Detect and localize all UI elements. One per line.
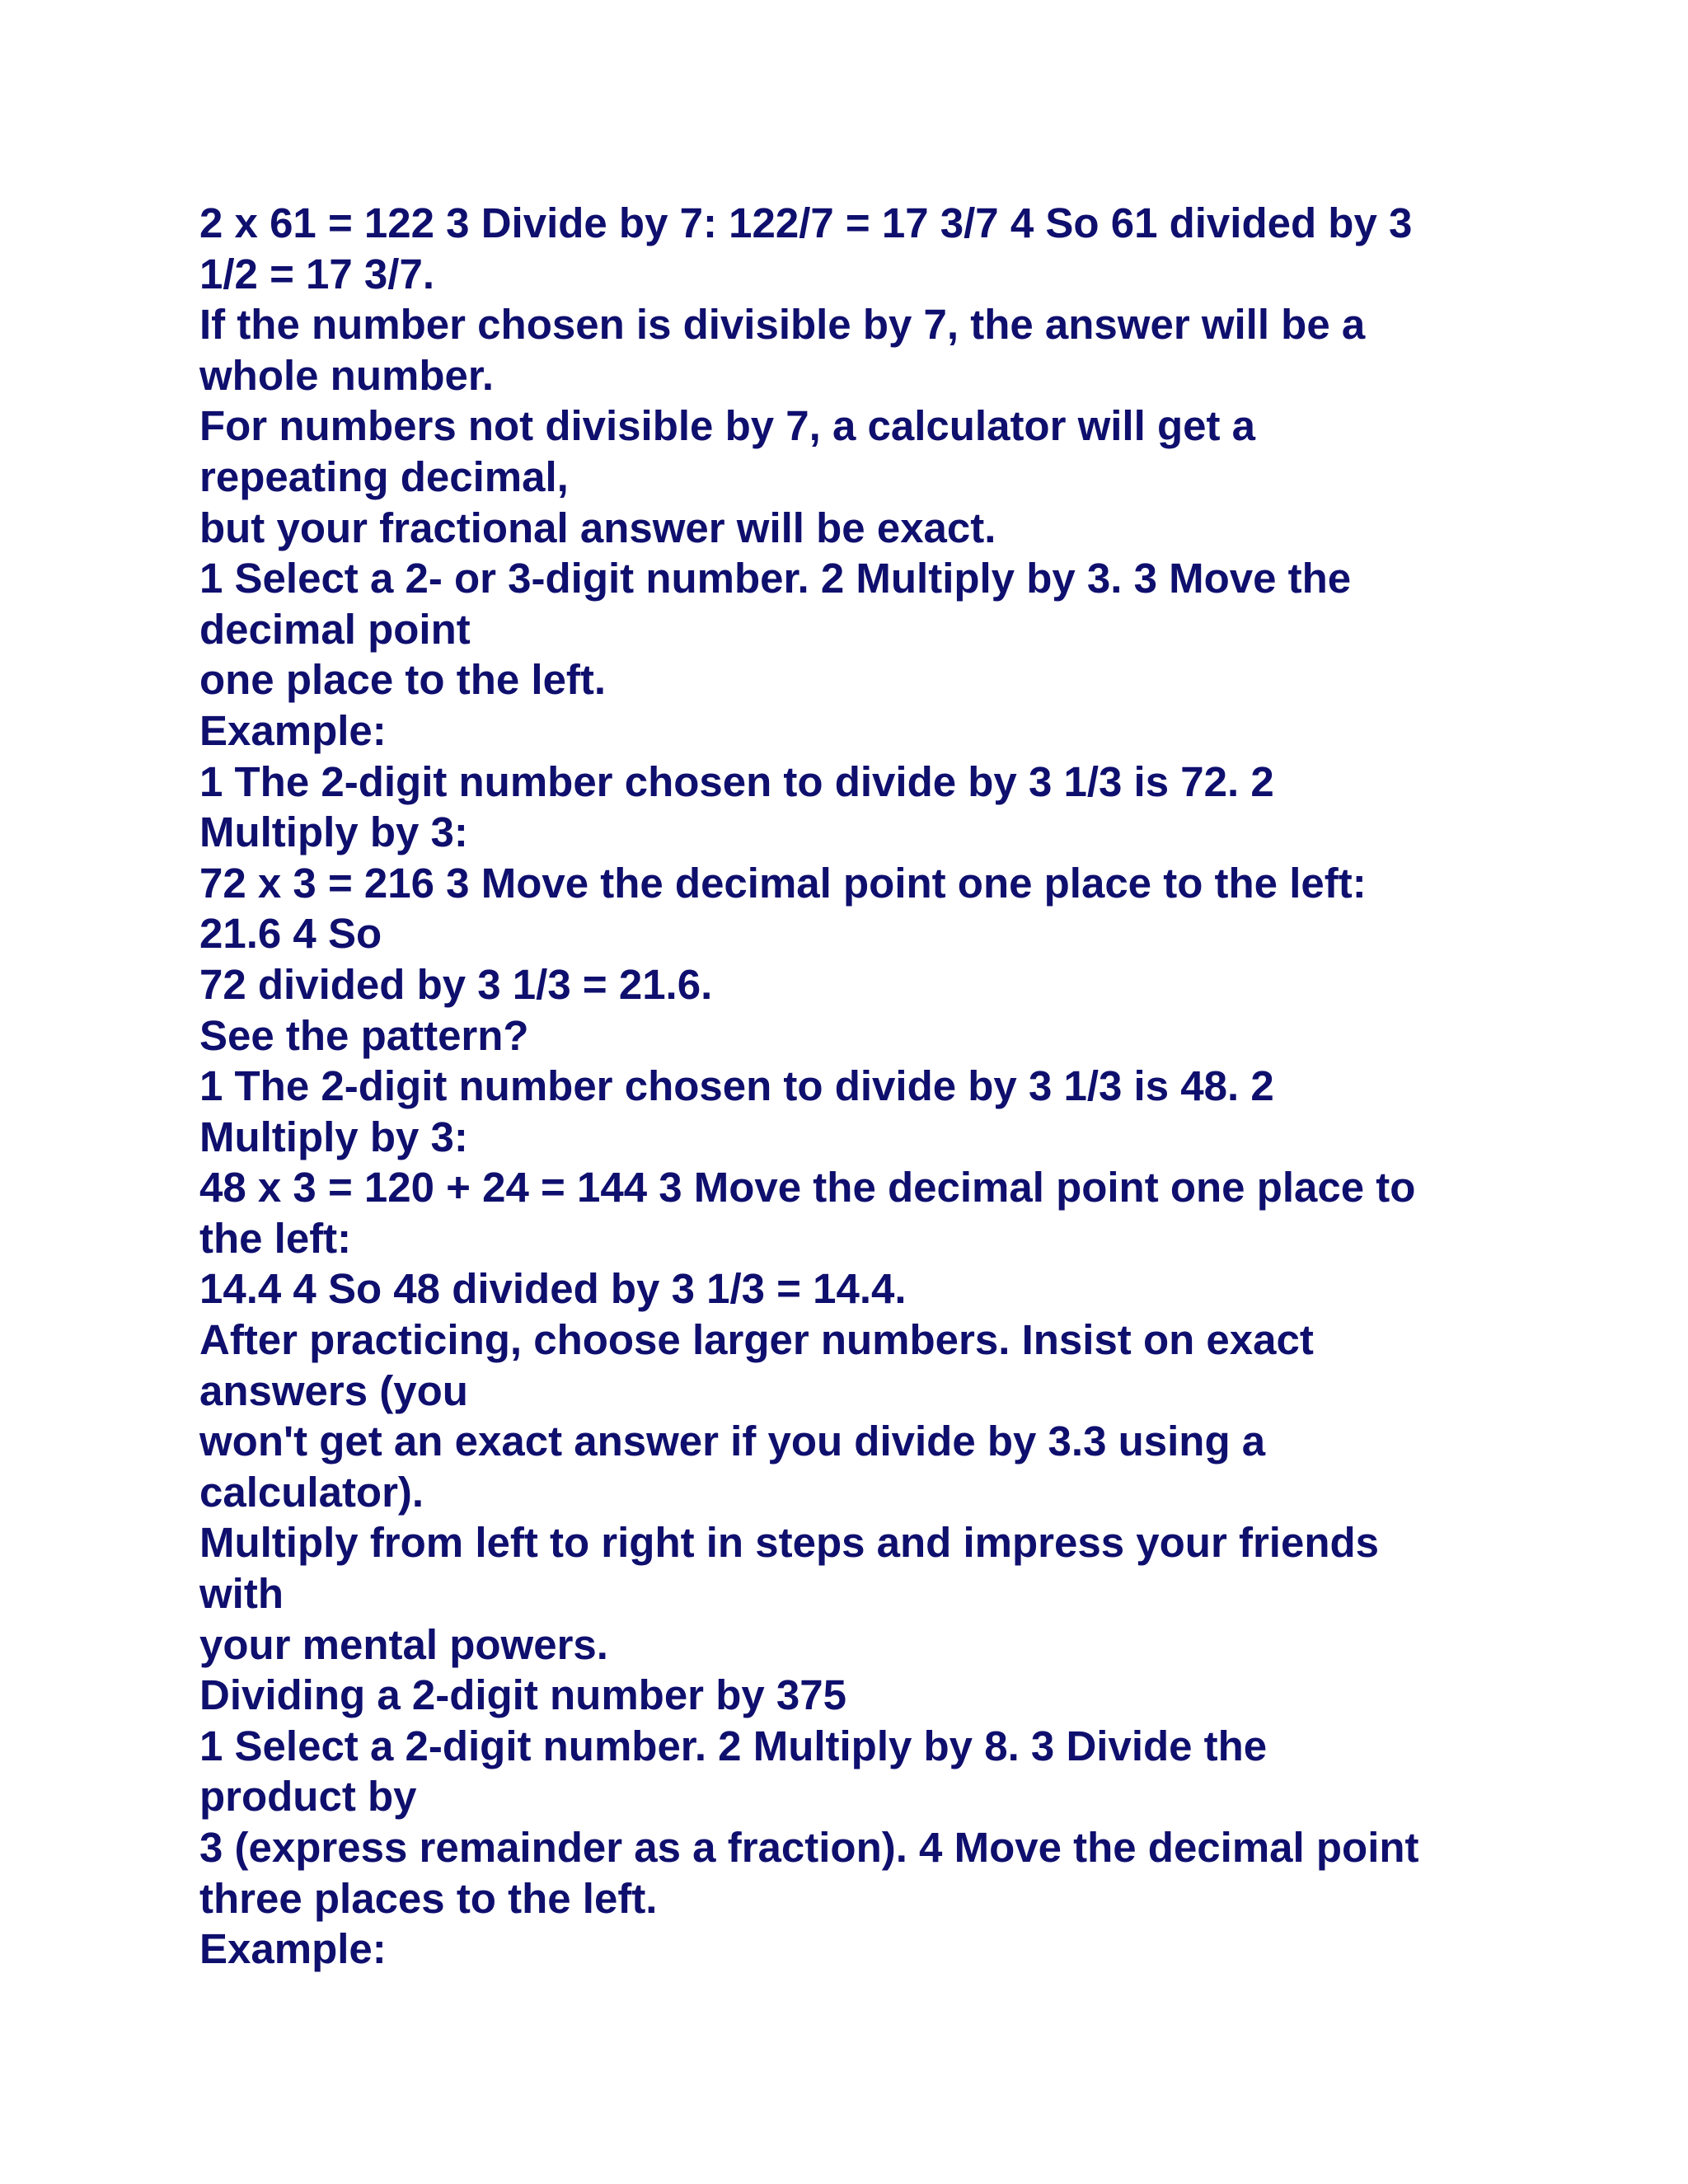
text-line: three places to the left. <box>199 1874 658 1922</box>
text-line: calculator). <box>199 1468 424 1516</box>
example-heading: Example: <box>199 1925 387 1973</box>
document-text <box>199 198 1535 1975</box>
text-line: 14.4 4 So 48 divided by 3 1/3 = 14.4. <box>199 1265 907 1313</box>
text-line: 1/2 = 17 3/7. <box>199 250 434 298</box>
text-line: but your fractional answer will be exact. <box>199 504 996 551</box>
text-line: whole number. <box>199 351 495 399</box>
text-line: For numbers not divisible by 7, a calculator will get a <box>199 402 1255 450</box>
text-line: with <box>199 1570 284 1618</box>
text-line: If the number chosen is divisible by 7, the answer will be a <box>199 301 1366 349</box>
text-line: 1 Select a 2-digit number. 2 Multiply by 8. 3 Divide the <box>199 1722 1268 1769</box>
text-line: one place to the left. <box>199 656 607 704</box>
section-heading: Dividing a 2-digit number by 375 <box>199 1671 846 1719</box>
text-line: Multiply by 3: <box>199 808 468 856</box>
text-line: See the pattern? <box>199 1011 529 1059</box>
text-line: 1 The 2-digit number chosen to divide by 3 1/3 is 72. 2 <box>199 757 1274 805</box>
text-line: 48 x 3 = 120 + 24 = 144 3 Move the decimal point one place to <box>199 1164 1416 1212</box>
text-line: Multiply from left to right in steps and impress your friends <box>199 1519 1379 1567</box>
text-line: answers (you <box>199 1366 468 1414</box>
text-line: 1 Select a 2- or 3-digit number. 2 Multiply by 3. 3 Move the <box>199 555 1352 602</box>
text-line: repeating decimal, <box>199 452 569 500</box>
text-line: the left: <box>199 1214 352 1262</box>
text-line: 72 divided by 3 1/3 = 21.6. <box>199 960 713 1008</box>
text-line: 3 (express remainder as a fraction). 4 Move the decimal point <box>199 1824 1419 1871</box>
text-line: 21.6 4 So <box>199 910 382 958</box>
text-line: Multiply by 3: <box>199 1113 468 1160</box>
text-line: After practicing, choose larger numbers. Insist on exact <box>199 1316 1314 1364</box>
text-line: 72 x 3 = 216 3 Move the decimal point one place to the left: <box>199 859 1367 907</box>
text-line: your mental powers. <box>199 1620 608 1668</box>
text-line: decimal point <box>199 605 471 653</box>
text-line: product by <box>199 1773 417 1821</box>
text-line: 2 x 61 = 122 3 Divide by 7: 122/7 = 17 3/7 4 So 61 divided by 3 <box>199 199 1413 246</box>
example-heading: Example: <box>199 706 387 754</box>
text-line: 1 The 2-digit number chosen to divide by 3 1/3 is 48. 2 <box>199 1062 1274 1110</box>
text-line: won't get an exact answer if you divide by 3.3 using a <box>199 1418 1266 1465</box>
